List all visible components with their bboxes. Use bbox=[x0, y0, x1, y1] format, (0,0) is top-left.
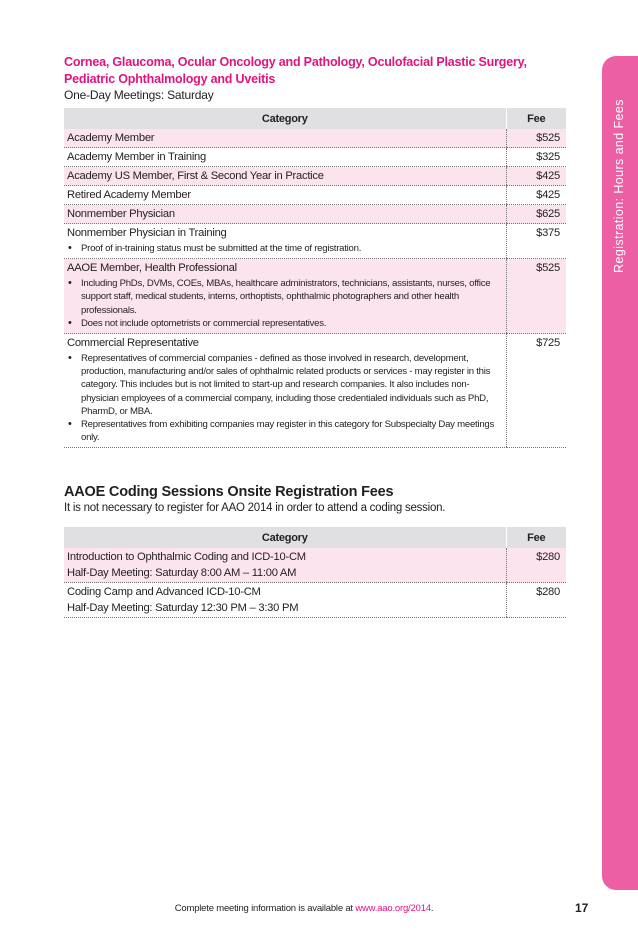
footer-period: . bbox=[430, 903, 434, 914]
fee-cell: $425 bbox=[506, 167, 566, 186]
note-item: • Including PhDs, DVMs, COEs, MBAs, healthcare administrators, technicians, assistants, nurses, office support staff, medical students, interns, orthoptists, ophthalmic photographers and other health professionals. bbox=[67, 277, 503, 317]
table-row bbox=[64, 148, 566, 167]
category-cell bbox=[64, 259, 506, 334]
table-header-row bbox=[64, 108, 566, 129]
category-column-header: Category bbox=[64, 527, 506, 548]
category-name: AAOE Member, Health Professional bbox=[67, 262, 237, 275]
fee-cell: $525 bbox=[506, 129, 566, 148]
coding-sessions-subtitle: It is not necessary to register for AAO 2014 in order to attend a coding session. bbox=[64, 502, 446, 514]
category-cell bbox=[64, 224, 506, 259]
table-header-row bbox=[64, 527, 566, 548]
table-row bbox=[64, 167, 566, 186]
fee-cell: $280 bbox=[506, 548, 566, 583]
table-row bbox=[64, 186, 566, 205]
fee-cell: $325 bbox=[506, 148, 566, 167]
fee-cell: $375 bbox=[506, 224, 566, 259]
table-row bbox=[64, 129, 566, 148]
category-cell: Academy Member in Training bbox=[64, 148, 506, 167]
category-detail: Half-Day Meeting: Saturday 12:30 PM – 3:30 PM bbox=[67, 602, 299, 614]
side-tab-label: Registration: Hours and Fees bbox=[612, 99, 626, 273]
note-list bbox=[67, 277, 503, 332]
category-cell: Academy Member bbox=[64, 129, 506, 148]
table-row bbox=[64, 224, 566, 259]
note-list bbox=[67, 242, 503, 257]
fee-cell: $425 bbox=[506, 186, 566, 205]
note-item: • Does not include optometrists or commercial representatives. bbox=[67, 317, 503, 330]
note-item: • Proof of in-training status must be submitted at the time of registration. bbox=[67, 242, 503, 255]
fee-cell: $525 bbox=[506, 259, 566, 334]
fee-cell: $280 bbox=[506, 583, 566, 618]
section-title: Cornea, Glaucoma, Ocular Oncology and Pathology, Oculofacial Plastic Surgery, Pediatric Ophthalmology and Uveitis bbox=[64, 55, 527, 86]
table-row bbox=[64, 334, 566, 448]
table-row bbox=[64, 583, 566, 618]
category-name: Nonmember Physician in Training bbox=[67, 227, 227, 239]
category-name: Coding Camp and Advanced ICD-10-CM bbox=[67, 586, 261, 598]
footer-text: Complete meeting information is available at bbox=[174, 903, 356, 914]
category-cell: Academy US Member, First & Second Year in Practice bbox=[64, 167, 506, 186]
fee-table-subspecialty bbox=[64, 108, 566, 448]
fee-cell: $625 bbox=[506, 205, 566, 224]
category-cell bbox=[64, 548, 506, 583]
note-list bbox=[67, 352, 503, 446]
fee-cell: $725 bbox=[506, 334, 566, 448]
table-row bbox=[64, 259, 566, 334]
footer-link[interactable]: www.aao.org/2014 bbox=[355, 903, 431, 914]
category-cell bbox=[64, 583, 506, 618]
category-column-header: Category bbox=[64, 108, 506, 129]
category-name: Commercial Representative bbox=[67, 337, 199, 350]
note-item: • Representatives from exhibiting companies may register in this category for Subspecialty Day meetings only. bbox=[67, 418, 503, 444]
footer-note bbox=[0, 903, 638, 914]
category-cell: Retired Academy Member bbox=[64, 186, 506, 205]
category-cell: Nonmember Physician bbox=[64, 205, 506, 224]
table-row bbox=[64, 548, 566, 583]
category-cell bbox=[64, 334, 506, 448]
coding-sessions-title: AAOE Coding Sessions Onsite Registration Fees bbox=[64, 484, 394, 500]
fee-column-header: Fee bbox=[506, 527, 566, 548]
fee-table-coding bbox=[64, 527, 566, 618]
category-detail: Half-Day Meeting: Saturday 8:00 AM – 11:00 AM bbox=[67, 567, 297, 579]
page-number: 17 bbox=[575, 901, 589, 915]
note-item: • Representatives of commercial companies - defined as those involved in research, development, production, manufacturing and/or sales of ophthalmic related products or services - may register in this category. This includes but is not limited to start-up and research companies. It also includes non-physician employees of a commercial company, including those credentialed individuals such as PhD, PharmD, or MBA. bbox=[67, 352, 503, 418]
table-row bbox=[64, 205, 566, 224]
category-name: Introduction to Ophthalmic Coding and ICD-10-CM bbox=[67, 551, 306, 563]
fee-column-header: Fee bbox=[506, 108, 566, 129]
section-subtitle: One-Day Meetings: Saturday bbox=[64, 88, 214, 102]
